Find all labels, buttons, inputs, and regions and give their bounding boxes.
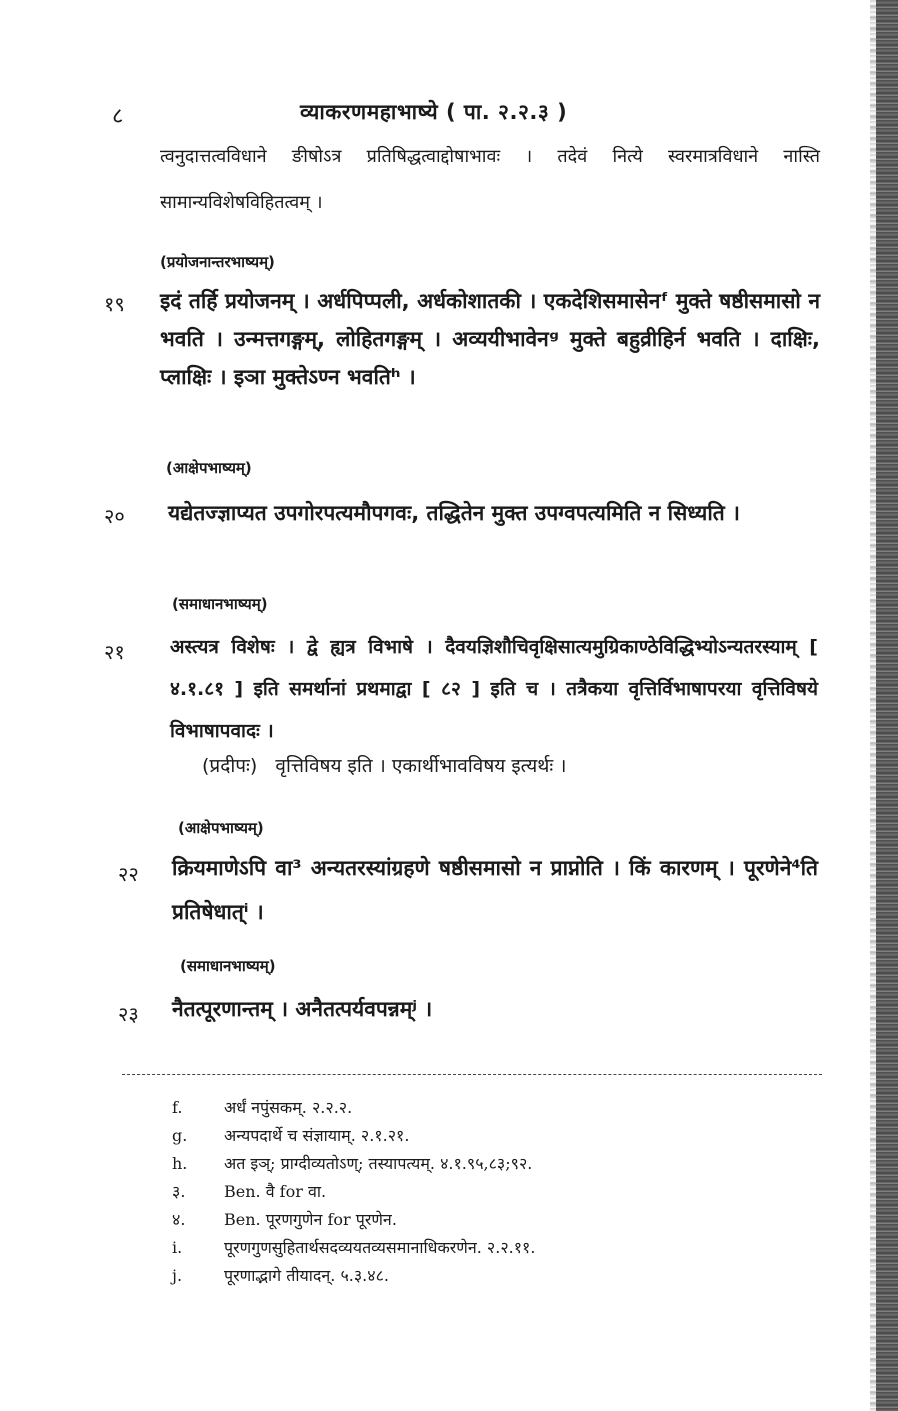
pradipa-commentary bbox=[202, 752, 566, 778]
footnote-key: j. bbox=[172, 1266, 183, 1285]
intro-text: त्वनुदात्तत्वविधाने ङीषोऽत्र प्रतिषिद्धत्वाद्दोषाभावः । तदेवं नित्ये स्वरमात्रविधाने नास्ति सामान्यविशेषविहितत्वम् । bbox=[160, 146, 820, 213]
footnote-divider bbox=[122, 1074, 822, 1075]
footnote-key: i. bbox=[172, 1238, 183, 1257]
section-text: इदं तर्हि प्रयोजनम् । अर्धपिप्पली, अर्धकोशातकी । एकदेशिसमासेनᶠ मुक्ते षष्ठीसमासो न भवति । उन्मत्तगङ्गम्, लोहितगङ्गम् । अव्ययीभावेनᵍ मुक्ते बहुव्रीहिर्न भवति । दाक्षिः, प्लाक्षिः । इञा मुक्तेऽण्न भवतिʰ । bbox=[160, 289, 820, 389]
page-number: ८ bbox=[112, 104, 124, 129]
pradipa-label: (प्रदीपः) bbox=[202, 755, 258, 777]
footnote-key: f. bbox=[172, 1098, 183, 1117]
footnote-key: g. bbox=[172, 1126, 188, 1145]
section-label: (समाधानभाष्यम्) bbox=[172, 595, 268, 613]
section-number: २१ bbox=[104, 640, 125, 664]
section-text: यद्येतज्ज्ञाप्यत उपगोरपत्यमौपगवः, तद्धितेन मुक्त उपग्वपत्यमिति न सिध्यति । bbox=[168, 501, 741, 525]
footnote-text: पूरणगुणसुहितार्थसदव्ययतव्यसमानाधिकरणेन. २.२.११. bbox=[224, 1238, 536, 1257]
footnote bbox=[172, 1180, 326, 1202]
section-number: २० bbox=[104, 504, 125, 528]
running-head: व्याकरणमहाभाष्ये ( पा. २.२.३ ) bbox=[300, 100, 568, 124]
section-number: २३ bbox=[118, 1002, 139, 1026]
footnote bbox=[172, 1236, 535, 1258]
footnote bbox=[172, 1124, 409, 1146]
section-number: १९ bbox=[104, 292, 125, 316]
section-text: क्रियमाणेऽपि वा³ अन्यतरस्यांग्रहणे षष्ठीसमासो न प्राप्नोति । किं कारणम् । पूरणेने⁴ति प्रतिषेधात्ⁱ । bbox=[172, 856, 818, 924]
footnote-key: ३. bbox=[172, 1182, 186, 1201]
footnote bbox=[172, 1264, 389, 1286]
section-text: नैतत्पूरणान्तम् । अनैतत्पर्यवपन्नम्ʲ । bbox=[172, 997, 433, 1021]
page-edge-dark bbox=[876, 0, 898, 1411]
footnote-text: Ben. पूरणगुणेन for पूरणेन. bbox=[224, 1210, 397, 1229]
pradipa-text: वृत्तिविषय इति । एकार्थीभावविषय इत्यर्थः । bbox=[275, 755, 567, 777]
footnote-text: अन्यपदार्थे च संज्ञायाम्. २.१.२१. bbox=[224, 1126, 410, 1145]
footnote bbox=[172, 1152, 532, 1174]
footnote bbox=[172, 1096, 352, 1118]
section-number: २२ bbox=[118, 862, 139, 886]
footnote-key: h. bbox=[172, 1154, 188, 1173]
footnote-text: अर्धं नपुंसकम्. २.२.२. bbox=[224, 1098, 353, 1117]
footnote bbox=[172, 1208, 397, 1230]
section-label: (आक्षेपभाष्यम्) bbox=[178, 819, 264, 837]
section-label: (समाधानभाष्यम्) bbox=[180, 957, 276, 975]
footnote-text: पूरणाद्भागे तीयादन्. ५.३.४८. bbox=[224, 1266, 389, 1285]
footnote-text: Ben. वै for वा. bbox=[224, 1182, 327, 1201]
footnote-key: ४. bbox=[172, 1210, 186, 1229]
section-label: (प्रयोजनान्तरभाष्यम्) bbox=[160, 253, 275, 271]
footnote-text: अत इञ्; प्राग्दीव्यतोऽण्; तस्यापत्यम्. ४.१.९५,८३;९२. bbox=[224, 1154, 533, 1173]
section-label: (आक्षेपभाष्यम्) bbox=[166, 459, 252, 477]
section-text: अस्त्यत्र विशेषः । द्वे ह्यत्र विभाषे । दैवयज्ञिशौचिवृक्षिसात्यमुग्रिकाण्ठेविद्धिभ्योऽन्यतरस्याम् [ ४.१.८१ ] इति समर्थानां प्रथमाद्वा [ ८२ ] इति च । तत्रैकया वृत्तिर्विभाषापरया वृत्तिविषये विभाषापवादः । bbox=[170, 636, 818, 742]
